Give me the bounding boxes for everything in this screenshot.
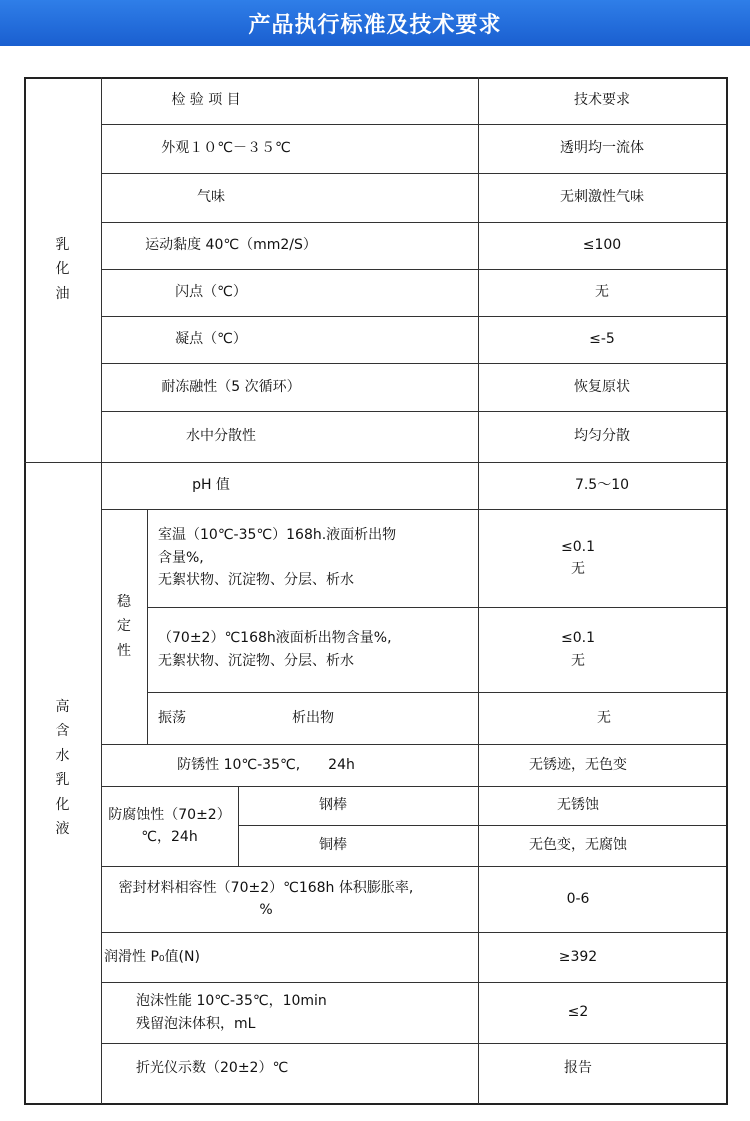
group-label-high-water-emulsion: 高 含 水 乳 化 液 [55, 698, 70, 837]
req-stability-hot: ≤0.1 无 [561, 630, 595, 669]
item-stability-shake: 振荡 析出物 [158, 709, 334, 726]
req-freeze-thaw: 恢复原状 [574, 378, 630, 395]
header-item: 检 验 项 目 [171, 92, 241, 109]
req-foam: ≤2 [567, 1004, 589, 1021]
req-seal-compatibility: 0-6 [566, 890, 590, 907]
item-corrosion-label: 防腐蚀性（70±2） ℃，24h [108, 806, 231, 845]
item-flash-point: 闪点（℃） [175, 284, 247, 301]
item-viscosity: 运动黏度 40℃（mm2/S） [145, 237, 317, 254]
item-seal-compatibility: 密封材料相容性（70±2）℃168h 体积膨胀率, % [118, 879, 414, 918]
item-refractometer: 折光仪示数（20±2）℃ [136, 1059, 289, 1076]
item-water-dispersibility: 水中分散性 [186, 428, 256, 445]
item-freeze-thaw: 耐冻融性（5 次循环） [161, 378, 301, 395]
page-banner [0, 0, 750, 46]
item-foam: 泡沫性能 10℃-35℃，10min 残留泡沫体积，mL [136, 993, 327, 1032]
req-stability-shake: 无 [597, 709, 611, 726]
req-corrosion-copper: 无色变，无腐蚀 [529, 837, 627, 854]
item-corrosion-steel: 钢棒 [319, 797, 347, 814]
req-stability-room-temp: ≤0.1 无 [561, 538, 595, 577]
item-pour-point: 凝点（℃） [175, 331, 247, 348]
item-corrosion-copper: 铜棒 [319, 837, 347, 854]
item-lubricity: 润滑性 P₀值(N) [104, 948, 200, 965]
item-stability-room-temp: 室温（10℃-35℃）168h.液面析出物 含量%, 无絮状物、沉淀物、分层、析水 [158, 527, 397, 589]
group-label-emulsified-oil: 乳 化 油 [55, 236, 70, 302]
req-lubricity: ≥392 [558, 948, 598, 965]
req-flash-point: 无 [595, 284, 609, 301]
req-viscosity: ≤100 [582, 237, 622, 254]
req-ph: 7.5～10 [574, 477, 630, 494]
page-title: 产品执行标准及技术要求 [248, 12, 502, 38]
item-ph: pH 值 [192, 477, 230, 494]
req-water-dispersibility: 均匀分散 [574, 428, 630, 445]
req-rust-prevention: 无锈迹，无色变 [529, 756, 627, 773]
item-rust-prevention: 防锈性 10℃-35℃, 24h [177, 756, 355, 773]
item-appearance: 外观１０℃－３５℃ [161, 140, 291, 157]
req-corrosion-steel: 无锈蚀 [557, 797, 599, 814]
header-requirement: 技术要求 [574, 92, 630, 109]
group-label-stability: 稳 定 性 [117, 593, 131, 659]
req-appearance: 透明均一流体 [560, 140, 644, 157]
item-odor: 气味 [197, 189, 225, 206]
req-pour-point: ≤-5 [589, 331, 615, 348]
req-refractometer: 报告 [564, 1059, 592, 1076]
item-stability-hot: （70±2）℃168h液面析出物含量%, 无絮状物、沉淀物、分层、析水 [158, 630, 392, 669]
req-odor: 无刺激性气味 [560, 189, 644, 206]
